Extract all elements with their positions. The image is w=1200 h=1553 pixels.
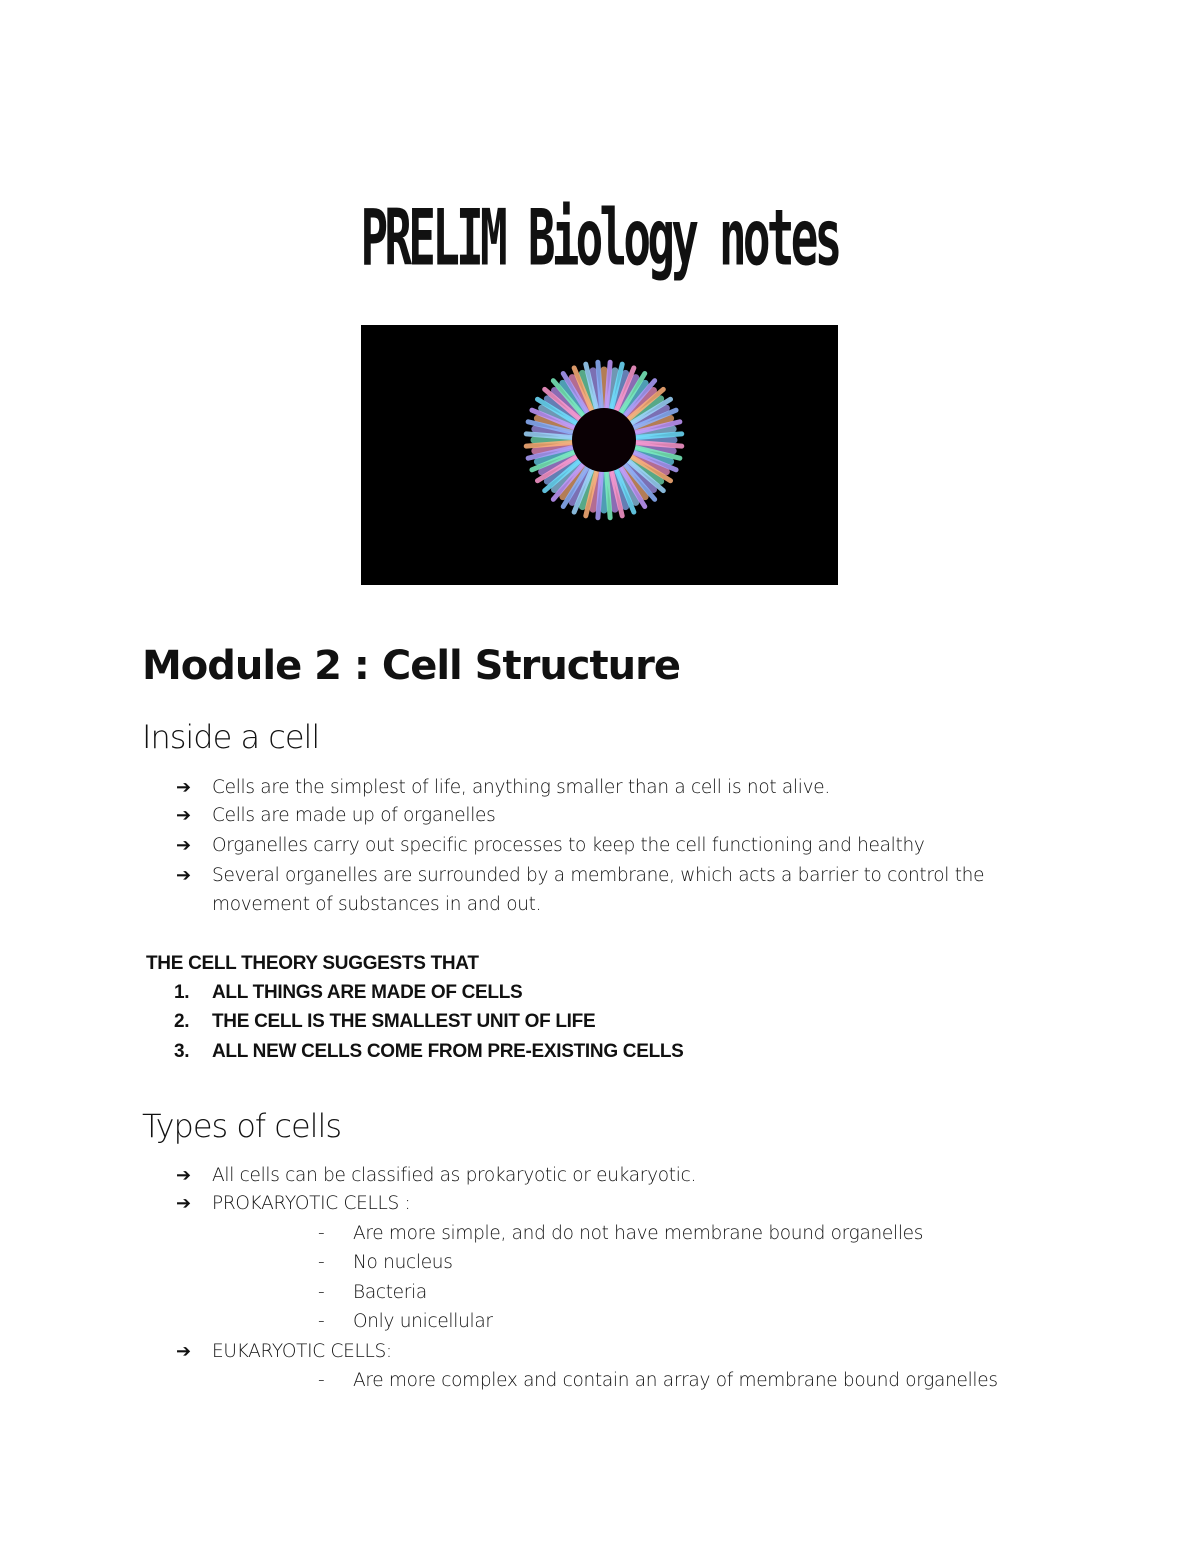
list-item: All cells can be classified as prokaryotic or eukaryotic. <box>212 1165 697 1186</box>
arrow-bullet-icon: ➔ <box>176 865 191 886</box>
list-item-continuation: movement of substances in and out. <box>212 894 542 915</box>
sub-list-item: No nucleus <box>353 1252 453 1273</box>
dash-bullet-icon: - <box>318 1223 325 1244</box>
cell-illustration-image <box>361 325 838 585</box>
sub-list-item: Are more simple, and do not have membrane bound organelles <box>353 1223 924 1244</box>
list-number: 1. <box>174 982 190 1003</box>
cell-theory-item: ALL NEW CELLS COME FROM PRE-EXISTING CELLS <box>212 1041 684 1062</box>
cell-theory-heading: THE CELL THEORY SUGGESTS THAT <box>146 953 479 974</box>
list-item: Organelles carry out specific processes to keep the cell functioning and healthy <box>212 835 925 856</box>
list-item: Several organelles are surrounded by a membrane, which acts a barrier to control the <box>212 865 985 886</box>
list-number: 2. <box>174 1011 190 1032</box>
dash-bullet-icon: - <box>318 1252 325 1273</box>
list-item: Cells are the simplest of life, anything smaller than a cell is not alive. <box>212 777 830 798</box>
arrow-bullet-icon: ➔ <box>176 805 191 826</box>
cell-theory-item: ALL THINGS ARE MADE OF CELLS <box>212 982 523 1003</box>
eukaryotic-label: EUKARYOTIC CELLS: <box>212 1341 392 1362</box>
cell-theory-item: THE CELL IS THE SMALLEST UNIT OF LIFE <box>212 1011 596 1032</box>
arrow-bullet-icon: ➔ <box>176 1341 191 1362</box>
section-heading-types-of-cells: Types of cells <box>142 1107 342 1145</box>
arrow-bullet-icon: ➔ <box>176 1165 191 1186</box>
sub-list-item: Only unicellular <box>353 1311 493 1332</box>
ring-center <box>572 408 636 472</box>
sub-list-item: Bacteria <box>353 1282 427 1303</box>
document-title: PRELIM Biology notes <box>360 192 840 284</box>
cell-ring-graphic <box>361 325 838 585</box>
section-heading-inside-a-cell: Inside a cell <box>142 718 320 756</box>
prokaryotic-label: PROKARYOTIC CELLS : <box>212 1193 411 1214</box>
arrow-bullet-icon: ➔ <box>176 777 191 798</box>
list-item: Cells are made up of organelles <box>212 805 496 826</box>
module-heading: Module 2 : Cell Structure <box>142 643 680 689</box>
sub-list-item: Are more complex and contain an array of membrane bound organelles <box>353 1370 998 1391</box>
dash-bullet-icon: - <box>318 1282 325 1303</box>
arrow-bullet-icon: ➔ <box>176 1193 191 1214</box>
arrow-bullet-icon: ➔ <box>176 835 191 856</box>
dash-bullet-icon: - <box>318 1311 325 1332</box>
list-number: 3. <box>174 1041 190 1062</box>
dash-bullet-icon: - <box>318 1370 325 1391</box>
